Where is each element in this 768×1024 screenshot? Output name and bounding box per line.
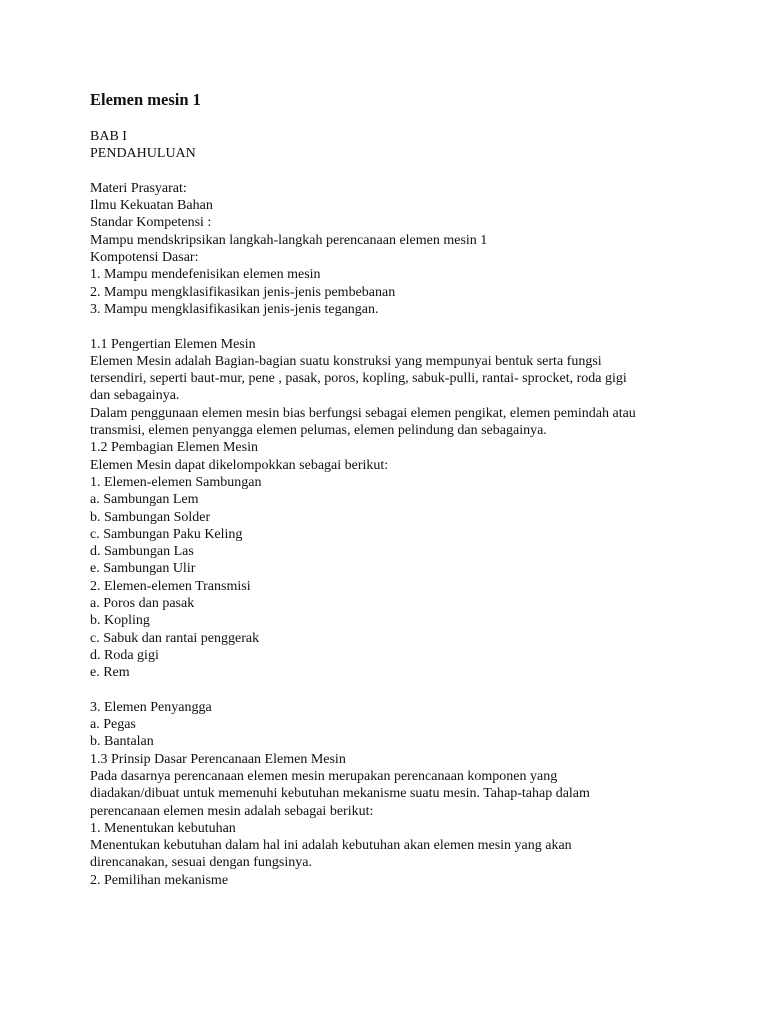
paragraph-line: diadakan/dibuat untuk memenuhi kebutuhan mekanisme suatu mesin. Tahap-tahap dalam — [90, 786, 590, 802]
paragraph-line: Pada dasarnya perencanaan elemen mesin merupakan perencanaan komponen yang — [90, 768, 558, 784]
document-page — [90, 89, 690, 889]
basic-competency-item: 2. Mampu mengklasifikasikan jenis-jenis pembebanan — [90, 284, 396, 300]
basic-competency-item: 1. Mampu mendefenisikan elemen mesin — [90, 267, 321, 283]
section-heading: 1.2 Pembagian Elemen Mesin — [90, 440, 258, 456]
spacer — [90, 318, 690, 335]
paragraph-line: Dalam penggunaan elemen mesin bias berfungsi sebagai elemen pengikat, elemen pemindah atau — [90, 405, 636, 421]
prerequisite-value: Ilmu Kekuatan Bahan — [90, 198, 213, 214]
list-item: d. Roda gigi — [90, 647, 159, 663]
paragraph-line: 2. Pemilihan mekanisme — [90, 872, 229, 888]
list-item: b. Sambungan Solder — [90, 509, 211, 525]
section-heading: 1.3 Prinsip Dasar Perencanaan Elemen Mesin — [90, 751, 346, 767]
list-item: b. Bantalan — [90, 734, 154, 750]
paragraph-line: Elemen Mesin dapat dikelompokkan sebagai berikut: — [90, 457, 389, 473]
list-group-heading: 2. Elemen-elemen Transmisi — [90, 578, 251, 594]
document-title: Elemen mesin 1 — [90, 90, 201, 109]
chapter-title: PENDAHULUAN — [90, 146, 196, 162]
paragraph-line: 1. Menentukan kebutuhan — [90, 820, 236, 836]
list-item: e. Sambungan Ulir — [90, 561, 196, 577]
paragraph-line: tersendiri, seperti baut-mur, pene , pasak, poros, kopling, sabuk-pulli, rantai- sprocket, roda gigi — [90, 371, 627, 387]
list-item: d. Sambungan Las — [90, 544, 194, 560]
chapter-number: BAB I — [90, 129, 127, 144]
spacer — [90, 682, 690, 699]
paragraph-line: transmisi, elemen penyangga elemen pelumas, elemen pelindung dan sebagainya. — [90, 423, 547, 439]
list-group-heading: 3. Elemen Penyangga — [90, 699, 212, 715]
list-item: a. Poros dan pasak — [90, 596, 195, 612]
spacer — [90, 163, 690, 180]
list-item: a. Sambungan Lem — [90, 492, 199, 508]
paragraph-line: Menentukan kebutuhan dalam hal ini adalah kebutuhan akan elemen mesin yang akan — [90, 838, 572, 854]
paragraph-line: dan sebagainya. — [90, 388, 180, 404]
paragraph-line: direncanakan, sesuai dengan fungsinya. — [90, 855, 312, 871]
list-item: c. Sambungan Paku Keling — [90, 526, 243, 542]
list-item: a. Pegas — [90, 717, 136, 733]
basic-competency-item: 3. Mampu mengklasifikasikan jenis-jenis tegangan. — [90, 301, 379, 317]
paragraph-line: perencanaan elemen mesin adalah sebagai berikut: — [90, 803, 374, 819]
competency-value: Mampu mendskripsikan langkah-langkah perencanaan elemen mesin 1 — [90, 232, 488, 248]
section-heading: 1.1 Pengertian Elemen Mesin — [90, 336, 256, 352]
list-item: b. Kopling — [90, 613, 150, 629]
list-group-heading: 1. Elemen-elemen Sambungan — [90, 474, 262, 490]
list-item: e. Rem — [90, 665, 130, 681]
competency-label: Standar Kompetensi : — [90, 215, 212, 231]
list-item: c. Sabuk dan rantai penggerak — [90, 630, 260, 646]
prerequisite-label: Materi Prasyarat: — [90, 180, 187, 196]
spacer — [90, 111, 690, 128]
basic-competency-label: Kompotensi Dasar: — [90, 250, 199, 266]
paragraph-line: Elemen Mesin adalah Bagian-bagian suatu konstruksi yang mempunyai bentuk serta fungsi — [90, 353, 602, 369]
